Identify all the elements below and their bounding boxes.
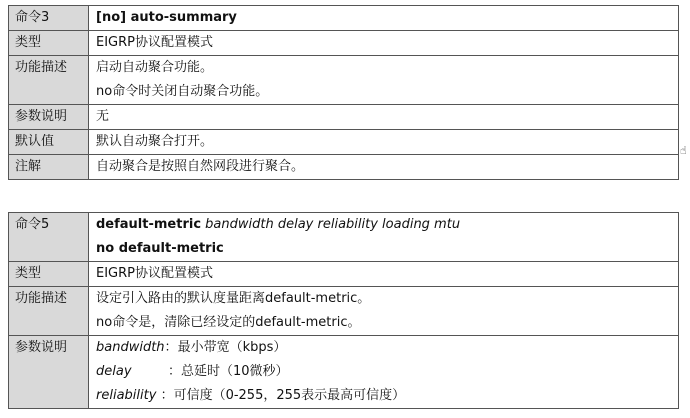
table-row	[9, 6, 679, 31]
row-label: 命令3	[9, 6, 89, 31]
row-label: 功能描述	[9, 56, 89, 105]
table-row	[9, 287, 679, 336]
row-value: EIGRP协议配置模式	[89, 31, 679, 56]
row-label: 功能描述	[9, 287, 89, 336]
default-metric-command-table	[8, 212, 679, 409]
row-value: 默认自动聚合打开。	[89, 130, 679, 155]
param-line: bandwidth：最小带宽（kbps）	[96, 340, 287, 355]
row-label: 类型	[9, 31, 89, 56]
row-value: 自动聚合是按照自然网段进行聚合。	[89, 155, 679, 180]
row-value: 无	[89, 105, 679, 130]
row-label: 默认值	[9, 130, 89, 155]
table-row	[9, 105, 679, 130]
row-label: 类型	[9, 262, 89, 287]
table-row	[9, 262, 679, 287]
param-line: delay ：总延时（10微秒）	[96, 364, 289, 379]
command-no-form: no default-metric	[96, 241, 224, 256]
row-value	[89, 6, 679, 31]
auto-summary-command-table	[8, 5, 679, 180]
command-params: bandwidth delay reliability loading mtu	[205, 217, 461, 232]
row-value	[89, 336, 679, 409]
row-label: 参数说明	[9, 336, 89, 409]
table-row	[9, 56, 679, 105]
table-row	[9, 155, 679, 180]
table-row	[9, 336, 679, 409]
table-row	[9, 31, 679, 56]
hand-pointer-icon: ☝	[680, 144, 687, 157]
row-label: 注解	[9, 155, 89, 180]
row-label: 命令5	[9, 213, 89, 262]
row-value: EIGRP协议配置模式	[89, 262, 679, 287]
command-syntax: [no] auto-summary	[96, 10, 237, 25]
command-keyword: default-metric	[96, 217, 202, 232]
row-value: 启动自动聚合功能。 no命令时关闭自动聚合功能。	[89, 56, 679, 105]
table-row	[9, 130, 679, 155]
row-value	[89, 213, 679, 262]
row-label: 参数说明	[9, 105, 89, 130]
row-value: 设定引入路由的默认度量距离default-metric。 no命令是，清除已经设定的default-metric。	[89, 287, 679, 336]
table-row	[9, 213, 679, 262]
param-line: reliability ：可信度（0-255，255表示最高可信度）	[96, 388, 406, 403]
